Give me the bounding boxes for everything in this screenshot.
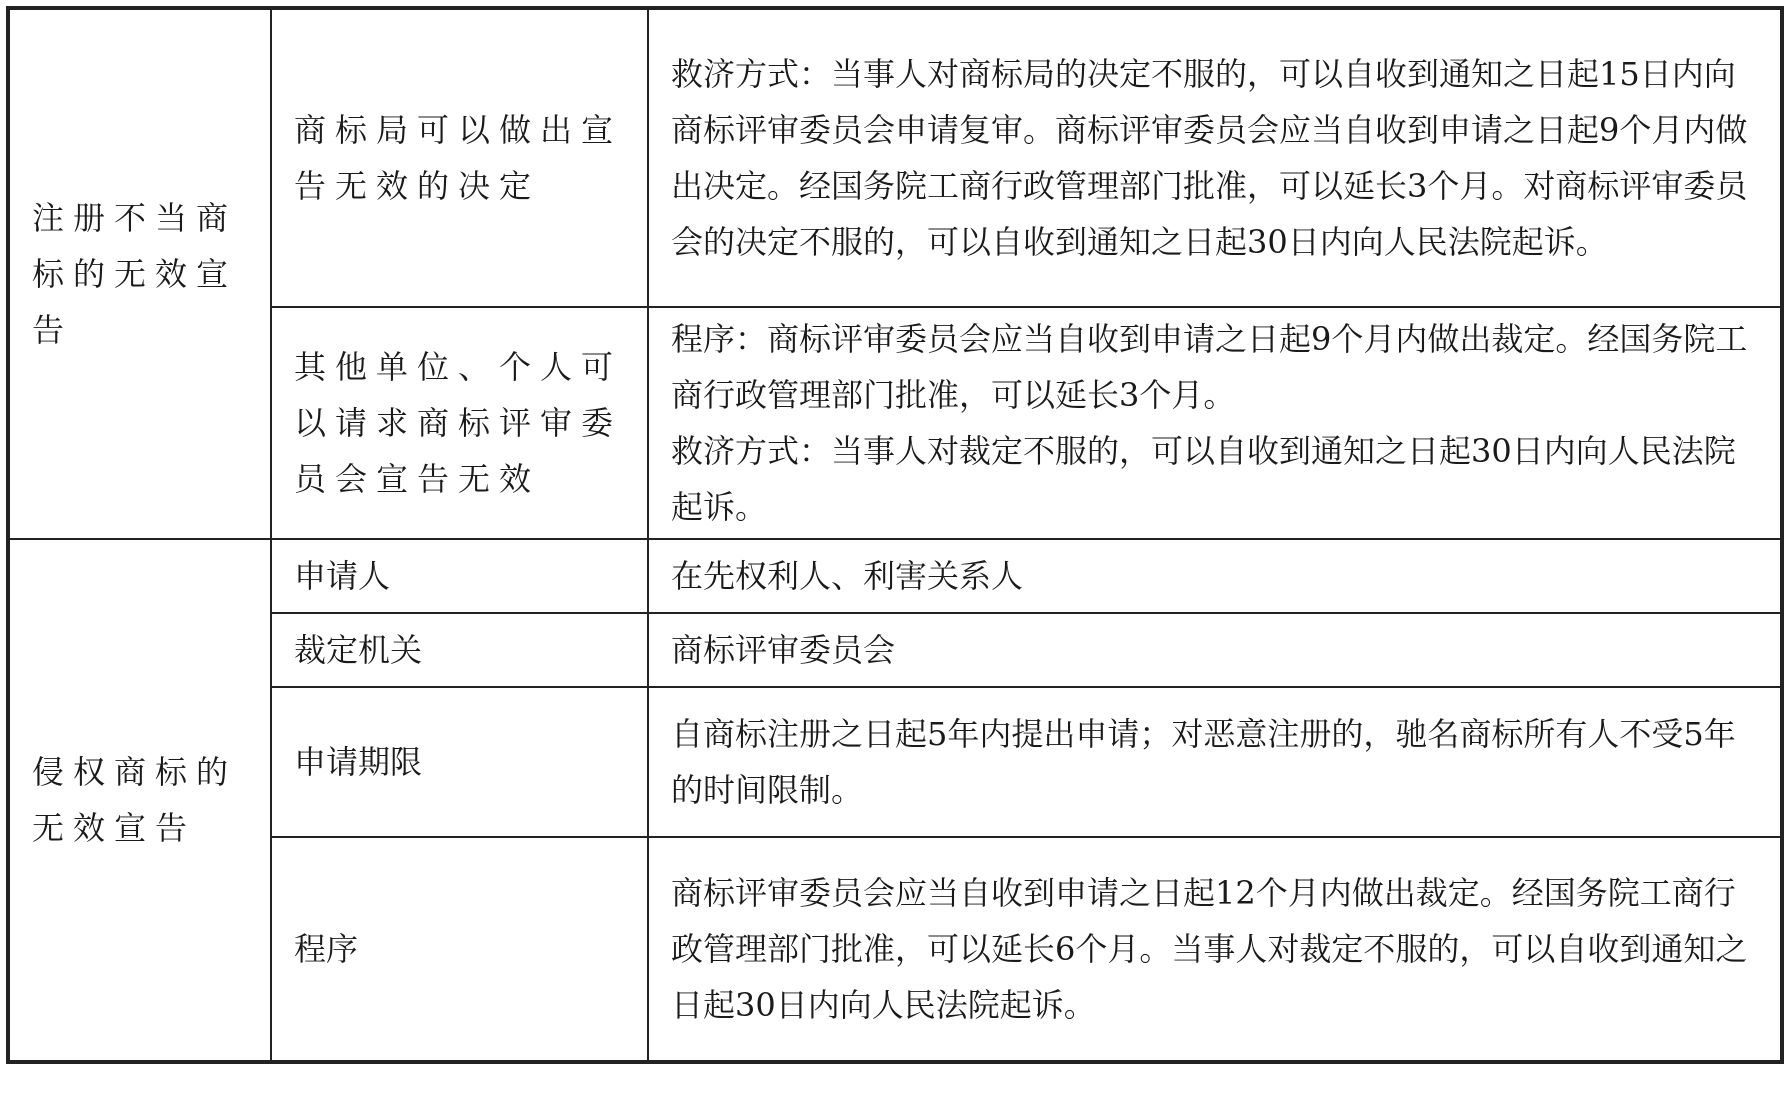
item-cell-applicant: 申请人 [271,539,648,613]
detail-paragraph-procedure: 程序：商标评审委员会应当自收到申请之日起9个月内做出裁定。经国务院工商行政管理部门批准，可以延长3个月。 [671,320,1748,414]
table-row [9,307,1781,539]
details-cell-application-period [648,687,1781,837]
detail-text: 商标评审委员会 [671,631,896,669]
trademark-invalidation-table [8,8,1782,1062]
details-cell-ruling-authority [648,613,1781,687]
item-cell-procedure: 程序 [271,837,648,1061]
category-cell-improper-registration: 注册不当商标的无效宣告 [9,9,271,539]
table-row [9,539,1781,613]
item-cell-ruling-authority: 裁定机关 [271,613,648,687]
detail-paragraph-remedy: 救济方式：当事人对商标局的决定不服的，可以自收到通知之日起15日内向商标评审委员会申请复审。商标评审委员会应当自收到申请之日起9个月内做出决定。经国务院工商行政管理部门批准，可以延长3个月。对商标评审委员会的决定不服的，可以自收到通知之日起30日内向人民法院起诉。 [671,55,1748,261]
table-row [9,613,1781,687]
details-cell-request-by-others [648,307,1781,539]
details-cell-bureau-decision [648,9,1781,307]
table-row [9,9,1781,307]
detail-text: 自商标注册之日起5年内提出申请；对恶意注册的，驰名商标所有人不受5年的时间限制。 [671,715,1736,809]
details-cell-applicant [648,539,1781,613]
table-row [9,687,1781,837]
item-cell-request-by-others: 其他单位、个人可以请求商标评审委员会宣告无效 [271,307,648,539]
table-row [9,837,1781,1061]
details-cell-procedure [648,837,1781,1061]
detail-text: 在先权利人、利害关系人 [671,557,1024,595]
detail-paragraph-remedy: 救济方式：当事人对裁定不服的，可以自收到通知之日起30日内向人民法院起诉。 [671,432,1736,526]
item-cell-application-period: 申请期限 [271,687,648,837]
category-cell-infringing-trademark: 侵权商标的无效宣告 [9,539,271,1061]
item-cell-bureau-decision: 商标局可以做出宣告无效的决定 [271,9,648,307]
detail-text: 商标评审委员会应当自收到申请之日起12个月内做出裁定。经国务院工商行政管理部门批准，可以延长6个月。当事人对裁定不服的，可以自收到通知之日起30日内向人民法院起诉。 [671,874,1748,1024]
